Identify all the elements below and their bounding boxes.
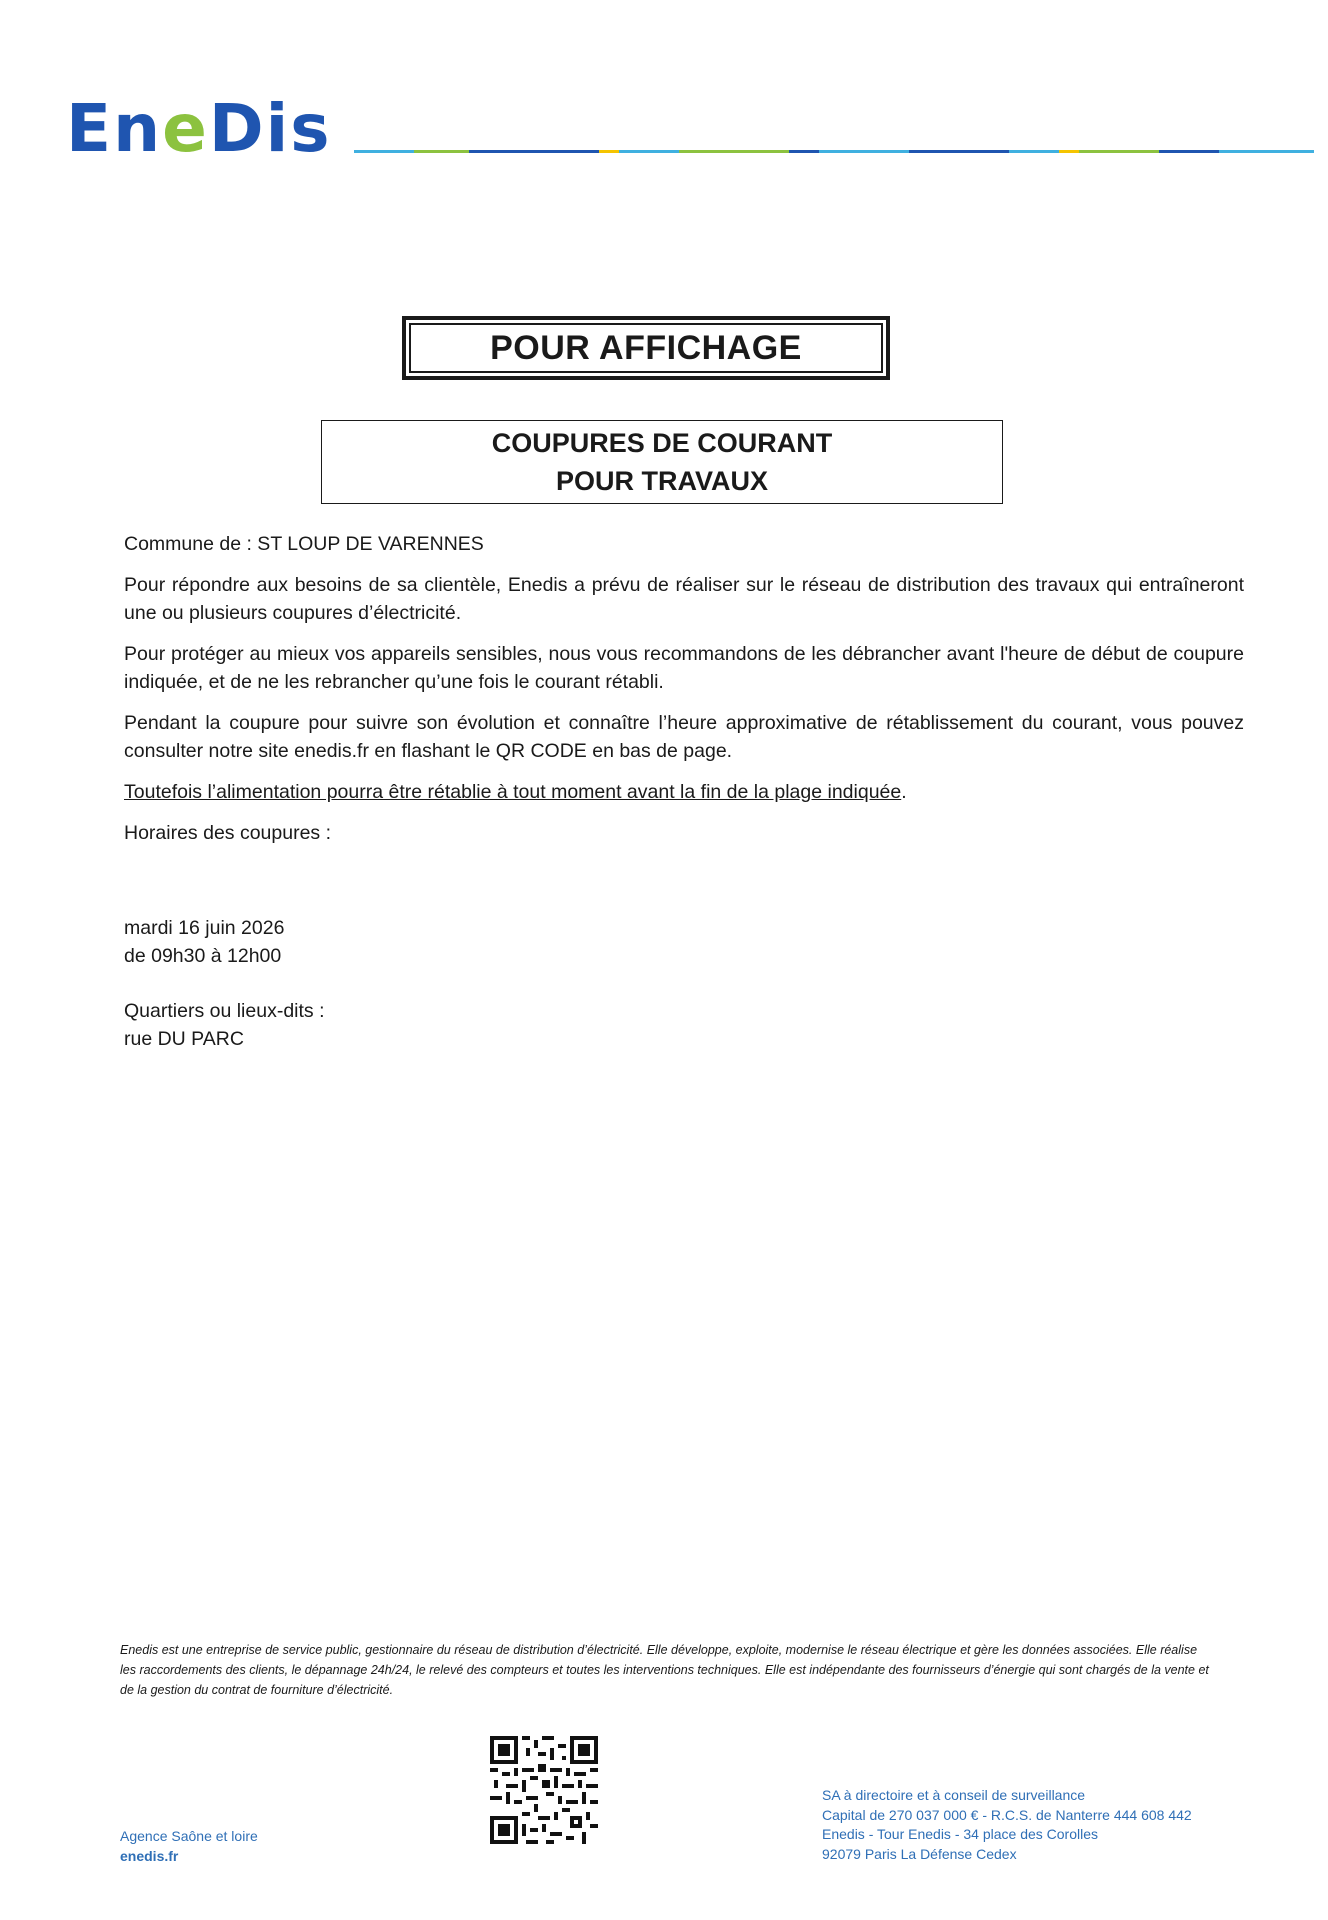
logo-part-3: Dis bbox=[208, 90, 332, 167]
schedule-date: mardi 16 juin 2026 bbox=[124, 917, 285, 939]
website-link[interactable]: enedis.fr bbox=[120, 1848, 179, 1864]
company-line-3: Enedis - Tour Enedis - 34 place des Corolles bbox=[822, 1826, 1099, 1842]
places-value: rue DU PARC bbox=[124, 1028, 244, 1050]
notice-title: POUR AFFICHAGE bbox=[409, 323, 883, 373]
paragraph-3: Pendant la coupure pour suivre son évolution et connaître l’heure approximative de rétablissement du courant, vous pouvez consulter notre site enedis.fr en flashant le QR CODE en bas de page. bbox=[124, 712, 1244, 762]
agency-block bbox=[120, 1826, 258, 1866]
logo-part-2: e bbox=[162, 90, 209, 167]
header-divider bbox=[354, 150, 1314, 154]
places-label: Quartiers ou lieux-dits : bbox=[124, 1000, 325, 1022]
notice-title-box bbox=[402, 316, 890, 380]
company-line-2: Capital de 270 037 000 € - R.C.S. de Nanterre 444 608 442 bbox=[822, 1806, 1192, 1823]
schedule-label: Horaires des coupures : bbox=[124, 822, 332, 844]
agency-name: Agence Saône et loire bbox=[120, 1828, 258, 1844]
enedis-logo bbox=[66, 90, 332, 167]
qr-code-icon[interactable] bbox=[490, 1736, 598, 1844]
notice-subtitle-box bbox=[321, 420, 1003, 504]
company-line-1: SA à directoire et à conseil de surveillance bbox=[822, 1787, 1086, 1803]
logo-part-1: En bbox=[66, 90, 163, 167]
notice-subtitle-line2: POUR TRAVAUX bbox=[555, 466, 768, 496]
company-info bbox=[822, 1786, 1192, 1864]
commune: Commune de : ST LOUP DE VARENNES bbox=[124, 533, 484, 555]
notice-subtitle-line1: COUPURES DE COURANT bbox=[491, 428, 833, 458]
schedule-time: de 09h30 à 12h00 bbox=[124, 945, 282, 967]
company-line-4: 92079 Paris La Défense Cedex bbox=[822, 1845, 1017, 1862]
paragraph-1: Pour répondre aux besoins de sa clientèle, Enedis a prévu de réaliser sur le réseau de distribution des travaux qui entraîneront une ou plusieurs coupures d’électricité. bbox=[124, 574, 1244, 624]
paragraph-2: Pour protéger au mieux vos appareils sensibles, nous vous recommandons de les débrancher avant l'heure de début de coupure indiquée, et de ne les rebrancher qu’une fois le courant rétabli. bbox=[124, 643, 1244, 693]
paragraph-4-underlined: Toutefois l’alimentation pourra être rétablie à tout moment avant la fin de la plage indiquée bbox=[124, 781, 902, 803]
paragraph-4-end: . bbox=[901, 781, 907, 803]
legal-notice: Enedis est une entreprise de service public, gestionnaire du réseau de distribution d’électricité. Elle développe, exploite, modernise le réseau électrique et gère les données associées. Elle réalise les raccordements des clients, le dépannage 24h/24, le relevé des compteurs et toutes les interventions techniques. Elle est indépendante des fournisseurs d’énergie qui sont chargés de la vente et de la gestion du contrat de fourniture d’électricité. bbox=[120, 1643, 1209, 1697]
paragraph-4 bbox=[124, 778, 1244, 806]
notice-body bbox=[124, 530, 1244, 1053]
